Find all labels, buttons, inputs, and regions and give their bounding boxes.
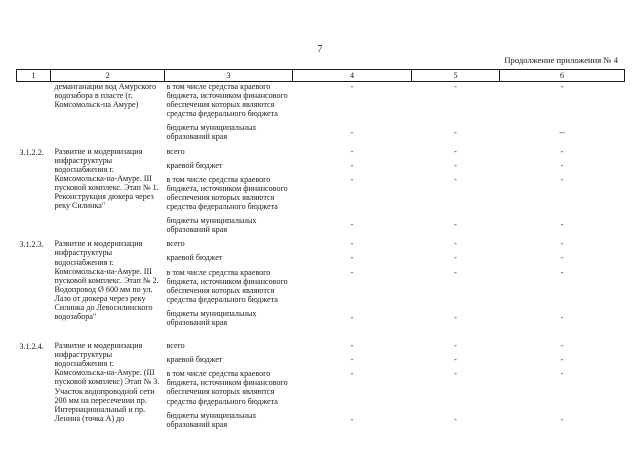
item-number: 3.1.2.4. bbox=[19, 342, 44, 352]
value-col-6: - bbox=[560, 341, 564, 351]
source-total: всего bbox=[166, 239, 185, 249]
value-col-5: - bbox=[454, 82, 457, 91]
source-federal: в том числе средства краевого бюджета, источником финансового обеспечения которых являются средства федерального бюджета bbox=[166, 267, 288, 304]
source-regional: краевой бюджет bbox=[166, 355, 223, 365]
value-col-6: - bbox=[560, 220, 564, 230]
value-col-4: - bbox=[350, 160, 354, 170]
value-col-5: - bbox=[454, 341, 457, 351]
item-name: Развитие и модернизация инфраструктуры водоснабжения г. Комсомольска-на-Амуре. III пусковой комплекс. Этап № 2. Водопровод Ø 600 мм по ул. Лазо от дюкера через реку Силинка до Левосилинского водозабора" bbox=[54, 239, 159, 322]
header-row bbox=[17, 70, 625, 82]
header-col-2: 2 bbox=[51, 70, 165, 82]
appendix-label: Продолжение приложения № 4 bbox=[504, 55, 618, 65]
source-municipal: бюджеты муниципальных образований края bbox=[166, 216, 257, 235]
header-col-3: 3 bbox=[165, 70, 293, 82]
value-col-5: - bbox=[454, 267, 457, 277]
value-col-6: - bbox=[560, 267, 564, 277]
source-total: всего bbox=[166, 341, 185, 351]
value-col-4: - bbox=[350, 414, 354, 424]
item-number: 3.1.2.2. bbox=[19, 147, 44, 157]
value-col-4: - bbox=[350, 146, 354, 156]
source-federal: в том числе средства краевого бюджета, источником финансового обеспечения которых являются средства федерального бюджета bbox=[166, 369, 288, 406]
item-number bbox=[17, 82, 51, 124]
value-col-6: - bbox=[560, 174, 564, 184]
value-col-6: - bbox=[560, 312, 564, 322]
table-row bbox=[17, 147, 625, 161]
value-col-5: - bbox=[454, 146, 457, 156]
value-col-6: - bbox=[560, 414, 564, 424]
value-col-4: - bbox=[350, 239, 354, 249]
header-col-6: 6 bbox=[500, 70, 625, 82]
value-col-4: - bbox=[350, 355, 354, 365]
value-col-4: - bbox=[350, 312, 354, 322]
budget-table bbox=[16, 69, 624, 434]
table-row bbox=[17, 341, 625, 355]
value-col-5: - bbox=[454, 220, 457, 230]
value-col-6: - bbox=[560, 160, 564, 170]
value-col-4: - bbox=[350, 128, 354, 138]
header-col-4: 4 bbox=[293, 70, 412, 82]
value-col-6: - bbox=[560, 82, 564, 91]
value-col-4: - bbox=[350, 174, 354, 184]
value-col-6: - bbox=[560, 239, 564, 249]
source-municipal: бюджеты муниципальных образований края bbox=[166, 410, 257, 429]
value-col-4: - bbox=[350, 341, 354, 351]
value-col-4: - bbox=[350, 267, 354, 277]
value-col-5: - bbox=[454, 414, 457, 424]
source-total: всего bbox=[166, 146, 185, 156]
source-municipal: бюджеты муниципальных образований края bbox=[166, 308, 257, 327]
item-name: деманганации вод Амурского водозабора в пласте (г. Комсомольск-на Амуре) bbox=[54, 82, 157, 110]
value-col-5: - bbox=[454, 160, 457, 170]
source-regional: краевой бюджет bbox=[166, 253, 223, 263]
value-col-5: - bbox=[454, 239, 457, 249]
source-regional: краевой бюджет bbox=[166, 160, 223, 170]
header-col-1: 1 bbox=[17, 70, 51, 82]
header-col-5: 5 bbox=[412, 70, 500, 82]
value-col-6: - bbox=[560, 146, 564, 156]
source-municipal: бюджеты муниципальных образований края bbox=[166, 123, 257, 142]
value-col-5: - bbox=[454, 128, 457, 138]
item-name: Развитие и модернизация инфраструктуры водоснабжения г. Комсомольска-на-Амуре. (III пусковой комплекс) Этап № 3. Участок водопроводной сети 200 мм на пересечении пр. Интернациональный и пр. Ленина (точка А) до bbox=[54, 341, 160, 423]
value-col-5: - bbox=[454, 312, 457, 322]
value-col-5: - bbox=[454, 369, 457, 379]
item-name: Развитие и модернизация инфраструктуры водоснабжения г. Комсомольска-на-Амуре. III пусковой комплекс. Этап № 1. Реконструкция дюкера через реку Силинка" bbox=[54, 146, 159, 211]
value-col-5: - bbox=[454, 174, 457, 184]
value-col-4: - bbox=[350, 220, 354, 230]
source-federal: в том числе средства краевого бюджета, источником финансового обеспечения которых являются средства федерального бюджета bbox=[166, 82, 288, 119]
item-number: 3.1.2.3. bbox=[19, 240, 44, 250]
value-col-6: -- bbox=[559, 128, 565, 138]
value-col-4: - bbox=[350, 82, 354, 91]
value-col-6: - bbox=[560, 355, 564, 365]
value-col-6: - bbox=[560, 369, 564, 379]
value-col-4: - bbox=[350, 253, 354, 263]
value-col-5: - bbox=[454, 355, 457, 365]
table-row bbox=[17, 239, 625, 253]
page-number: 7 bbox=[317, 44, 323, 55]
source-federal: в том числе средства краевого бюджета, источником финансового обеспечения которых являются средства федерального бюджета bbox=[166, 174, 288, 212]
table-row bbox=[17, 82, 625, 124]
value-col-4: - bbox=[350, 369, 354, 379]
value-col-6: - bbox=[560, 253, 564, 263]
value-col-5: - bbox=[454, 253, 457, 263]
